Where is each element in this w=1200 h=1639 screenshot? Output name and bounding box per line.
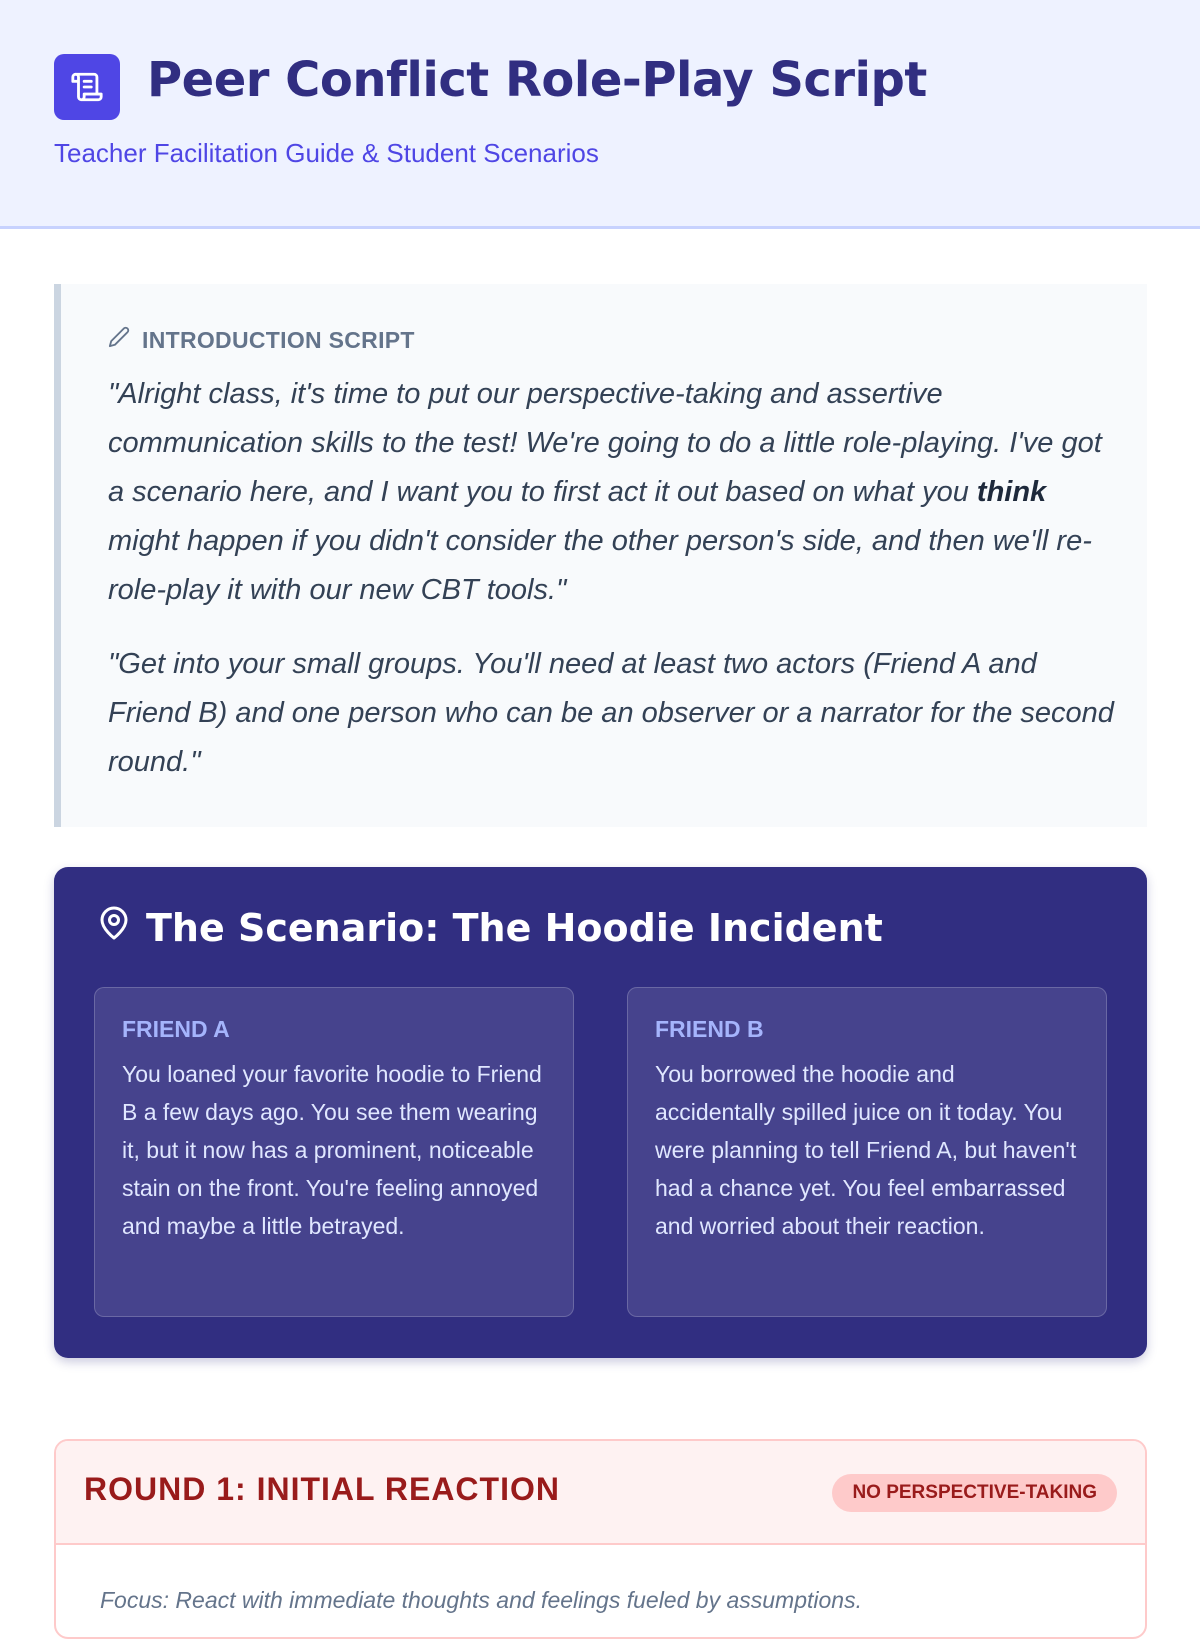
scenario-title [96, 905, 883, 950]
map-pin-icon [96, 905, 132, 950]
round-1-focus: Focus: React with immediate thoughts and feelings fueled by assumptions. [100, 1587, 862, 1613]
friend-b-label: FRIEND B [655, 1016, 764, 1042]
intro-text-before: "Alright class, it's time to put our perspective-taking and assertive communication skills to the test! We're going to do a little role-playing. I've got a scenario here, and I want you to first act it out based on what you [108, 378, 1102, 508]
introduction-label [108, 326, 415, 354]
page-header [0, 0, 1200, 229]
introduction-paragraph-1 [108, 370, 1118, 615]
intro-text-after: might happen if you didn't consider the other person's side, and then we'll re-role-play it with our new CBT tools." [108, 525, 1092, 606]
introduction-paragraph-2: "Get into your small groups. You'll need at least two actors (Friend A and Friend B) and one person who can be an observer or a narrator for the second round." [108, 648, 1114, 778]
round-1-header [56, 1441, 1145, 1545]
round-1-title: ROUND 1: INITIAL REACTION [84, 1471, 560, 1507]
pencil-icon [108, 326, 130, 354]
introduction-label-text: INTRODUCTION SCRIPT [142, 326, 415, 353]
introduction-section [54, 284, 1147, 827]
round-1-badge: NO PERSPECTIVE-TAKING [832, 1474, 1117, 1512]
intro-emphasis: think [976, 476, 1047, 508]
friend-a-card [94, 987, 574, 1317]
friend-a-text: You loaned your favorite hoodie to Friend B a few days ago. You see them wearing it, but it now has a prominent, noticeable stain on the front. You're feeling annoyed and maybe a little betrayed. [122, 1061, 542, 1239]
friend-b-card [627, 987, 1107, 1317]
page-title: Peer Conflict Role-Play Script [147, 52, 927, 108]
scenario-section [54, 867, 1147, 1358]
page-subtitle: Teacher Facilitation Guide & Student Scenarios [54, 138, 599, 168]
scroll-icon [54, 54, 120, 120]
round-1-section [54, 1439, 1147, 1639]
friend-b-text: You borrowed the hoodie and accidentally spilled juice on it today. You were planning to tell Friend A, but haven't had a chance yet. You feel embarrassed and worried about their reaction. [655, 1061, 1077, 1239]
friend-a-label: FRIEND A [122, 1016, 230, 1042]
scenario-title-text: The Scenario: The Hoodie Incident [146, 905, 883, 950]
